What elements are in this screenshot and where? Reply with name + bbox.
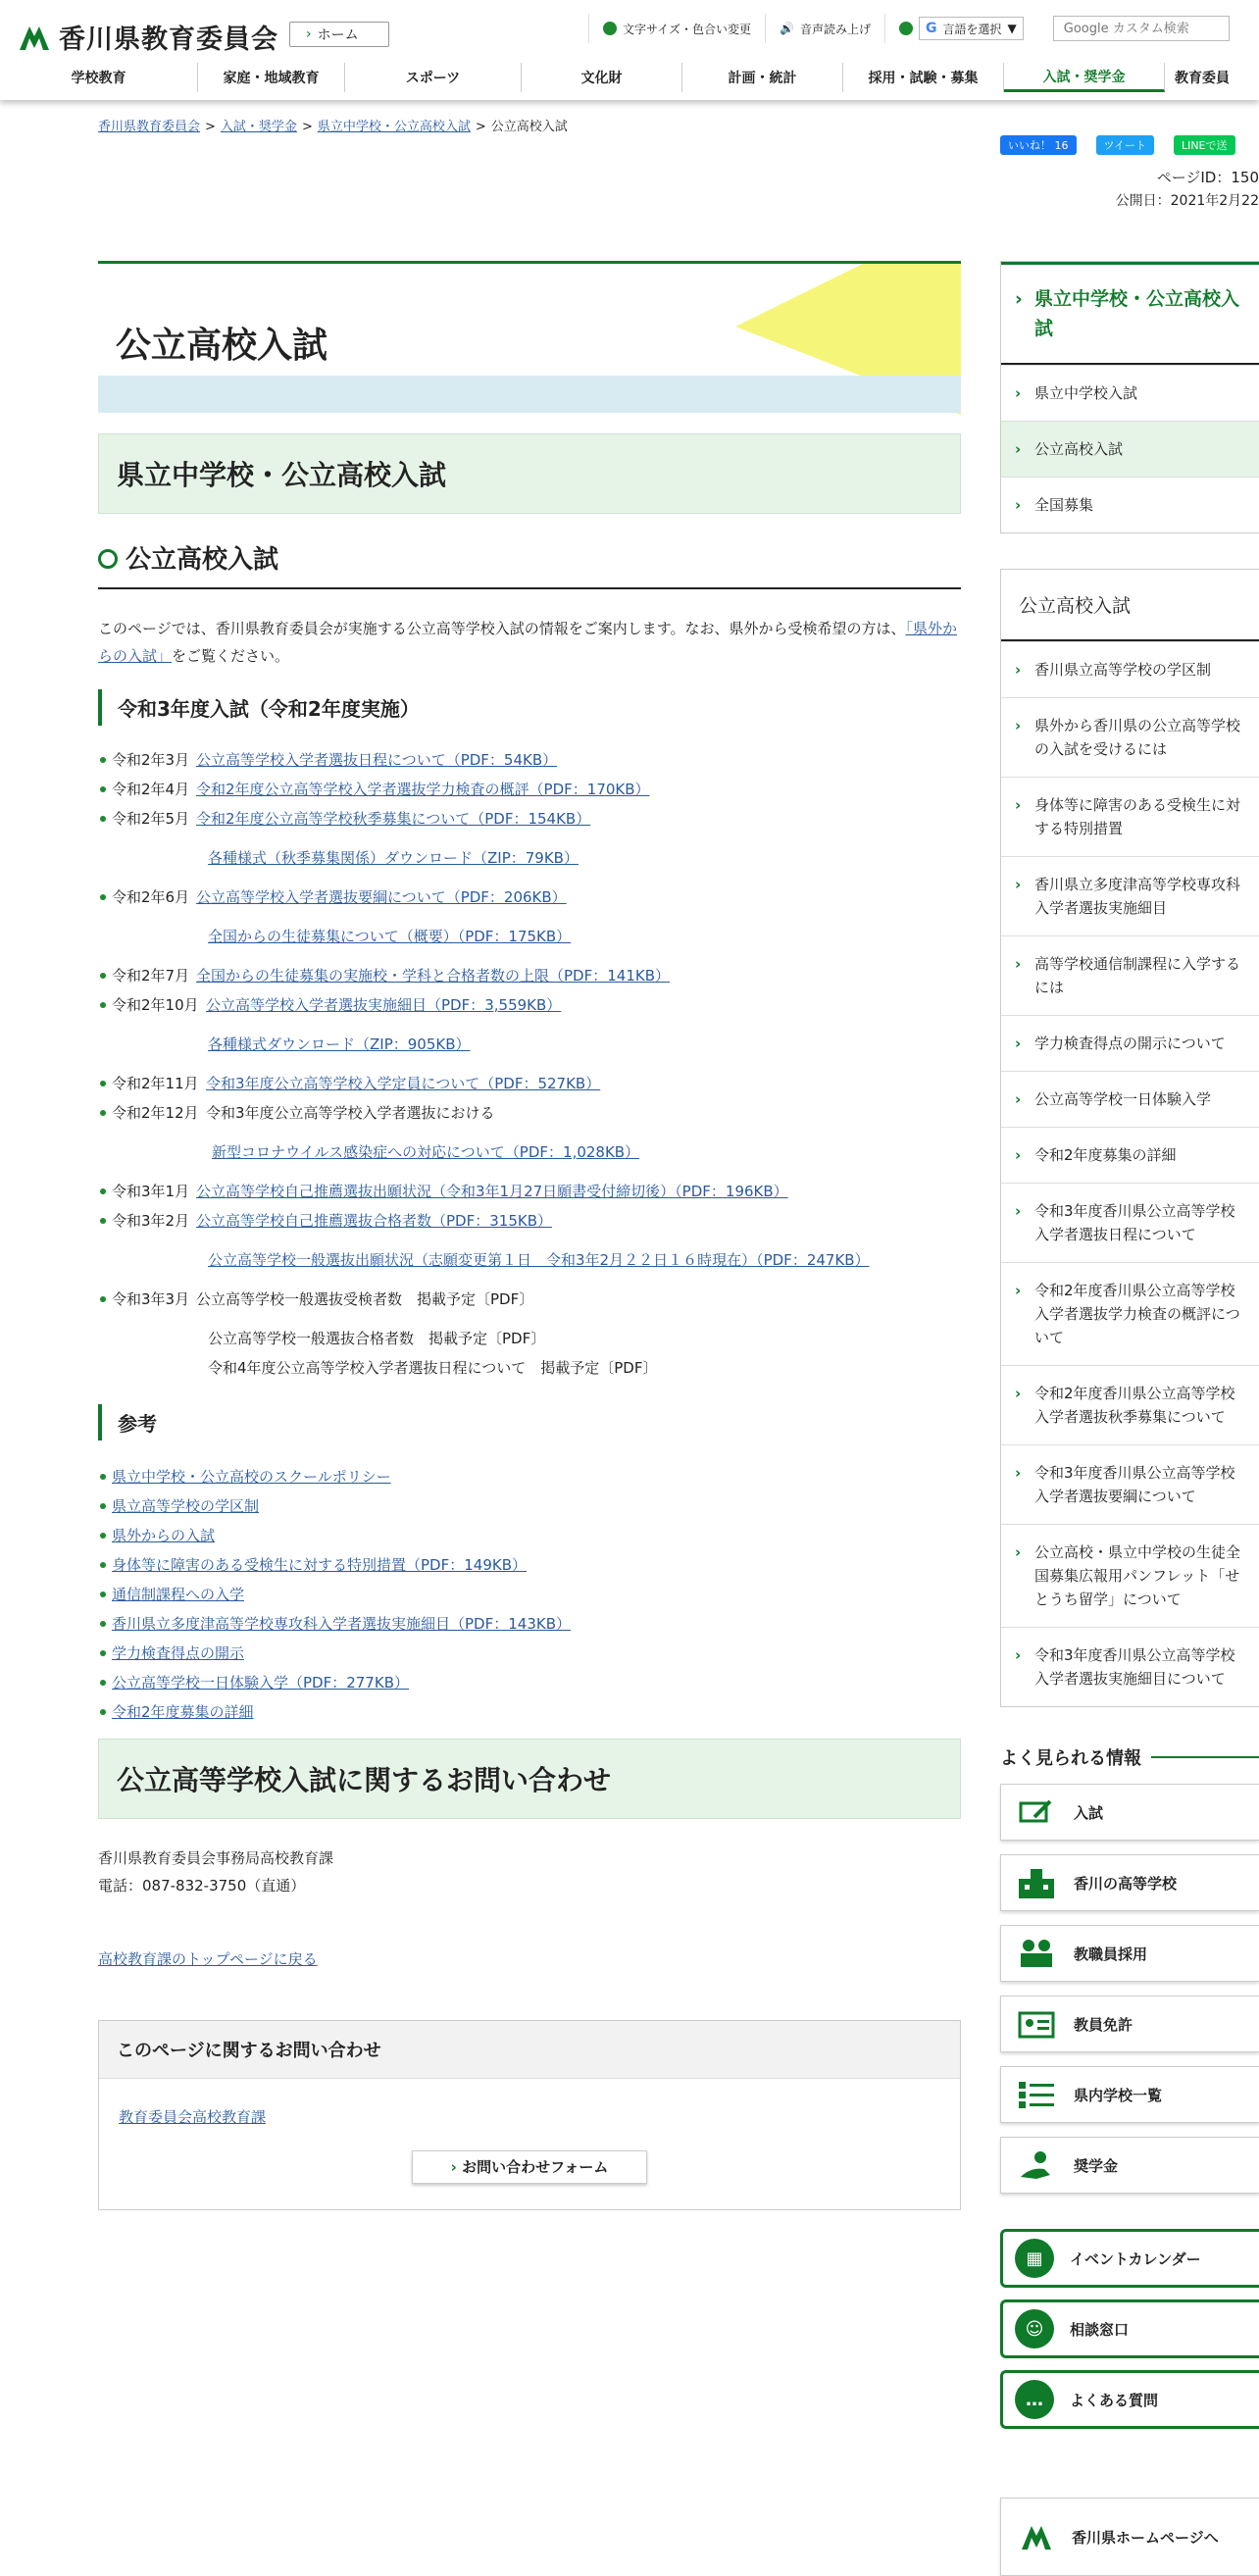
breadcrumb: 香川県教育委員会 > 入試・奨学金 > 県立中学校・公立高校入試 > 公立高校入試 <box>98 120 568 134</box>
list-item <box>98 775 961 804</box>
list-item <box>98 1098 961 1128</box>
schedule-link[interactable]: 公立高等学校入学者選抜実施細目（PDF：3,559KB） <box>206 996 562 1014</box>
popular-schools-button[interactable] <box>1000 1854 1259 1911</box>
list-item <box>98 745 961 775</box>
list-icon <box>1017 2079 1056 2110</box>
section-nav <box>1000 261 1259 533</box>
list-item <box>98 1030 961 1059</box>
popular-license-button[interactable] <box>1000 1995 1259 2052</box>
related-nav <box>1000 569 1259 1707</box>
site-logo[interactable] <box>18 18 278 56</box>
gear-icon <box>603 22 617 35</box>
schedule-date: 令和3年1月 <box>98 1177 196 1206</box>
sidebar-item[interactable]: › 県外から香川県の公立高等学校の入試を受けるには <box>1001 697 1259 777</box>
schedule-link[interactable]: 各種様式ダウンロード（ZIP：905KB） <box>208 1035 471 1053</box>
list-item <box>98 1245 961 1275</box>
list-item <box>98 1069 961 1098</box>
popular-label: 香川の高等学校 <box>1074 1874 1178 1893</box>
intro-text-part: をご覧ください。 <box>172 647 290 665</box>
language-select[interactable] <box>919 17 1024 40</box>
sidebar-item[interactable]: › 令和3年度香川県公立高等学校入学者選抜実施細目について <box>1001 1627 1259 1706</box>
nav-item-cultural-property[interactable]: 文化財 <box>522 63 682 92</box>
reference-heading: 参考 <box>98 1404 961 1440</box>
google-icon: G <box>926 21 937 36</box>
dropdown-arrow-icon: ▼ <box>1007 22 1017 35</box>
schedule-date: 令和2年5月 <box>98 804 196 833</box>
schedule-link[interactable]: 各種様式（秋季募集関係）ダウンロード（ZIP：79KB） <box>208 849 579 867</box>
reference-link[interactable]: 県立高等学校の学区制 <box>112 1497 260 1515</box>
sidebar-item[interactable]: › 令和3年度香川県公立高等学校入学者選抜日程について <box>1001 1183 1259 1262</box>
schedule-date: 令和2年12月 <box>98 1098 206 1128</box>
license-icon <box>1017 2008 1056 2040</box>
schedule-link[interactable]: 公立高等学校自己推薦選抜合格者数（PDF：315KB） <box>196 1212 552 1230</box>
schedule-heading: 令和3年度入試（令和2年度実施） <box>98 689 961 726</box>
sidebar-item[interactable]: › 公立高校・県立中学校の生徒全国募集広報用パンフレット「せとうち留学」について <box>1001 1524 1259 1627</box>
schedule-link[interactable]: 新型コロナウイルス感染症への対応について（PDF：1,028KB） <box>212 1143 640 1161</box>
faq-icon: … <box>1015 2380 1054 2419</box>
reference-link[interactable]: 公立高等学校一日体験入学（PDF：277KB） <box>112 1674 409 1692</box>
schedule-link[interactable]: 公立高等学校入学者選抜日程について（PDF：54KB） <box>196 751 558 769</box>
list-item <box>98 804 961 833</box>
school-icon <box>1017 1867 1056 1898</box>
chevron-right-icon: › <box>450 2158 463 2176</box>
contact-info <box>98 1844 961 1899</box>
nav-item-plans-stats[interactable]: 計画・統計 <box>682 63 843 92</box>
out-of-prefecture-link[interactable]: 「県外からの入試」 <box>98 620 958 665</box>
list-item <box>98 1353 961 1383</box>
intro-text <box>98 615 961 670</box>
chevron-right-icon: › <box>306 26 312 42</box>
list-item <box>98 1697 961 1727</box>
inquiry-body <box>99 2079 960 2209</box>
schedule-text: 令和4年度公立高等学校入学者選抜日程について 掲載予定〔PDF〕 <box>208 1359 658 1377</box>
reference-link[interactable]: 県立中学校・公立高校のスクールポリシー <box>112 1468 391 1486</box>
staff-icon <box>1017 1938 1056 1969</box>
sidebar-item[interactable]: › 学力検査得点の開示について <box>1001 1015 1259 1071</box>
reference-link[interactable]: 学力検査得点の開示 <box>112 1644 245 1662</box>
back-link-wrap <box>98 1948 961 1969</box>
exam-icon <box>1017 1796 1056 1828</box>
popular-exam-button[interactable] <box>1000 1784 1259 1841</box>
popular-label: 奨学金 <box>1074 2156 1119 2175</box>
scholarship-icon <box>1017 2149 1056 2181</box>
sidebar-item[interactable]: › 令和2年度募集の詳細 <box>1001 1127 1259 1183</box>
search-input[interactable] <box>1053 16 1230 41</box>
breadcrumb-link[interactable]: 入試・奨学金 <box>220 120 297 134</box>
nav-item-family-community[interactable]: 家庭・地域教育 <box>198 63 345 92</box>
sidebar-item[interactable]: › 令和3年度香川県公立高等学校入学者選抜要綱について <box>1001 1444 1259 1524</box>
nav-item-sports[interactable]: スポーツ <box>345 63 522 92</box>
big-button-label: 相談窓口 <box>1070 2320 1130 2339</box>
consult-icon: ☺ <box>1015 2309 1054 2349</box>
text-size-label: 文字サイズ・色合い変更 <box>623 22 752 36</box>
list-item <box>98 1285 961 1314</box>
schedule-link[interactable]: 令和2年度公立高等学校入学者選抜学力検査の概評（PDF：170KB） <box>196 781 650 798</box>
reference-list <box>98 1462 961 1727</box>
faq-button[interactable] <box>1000 2370 1259 2429</box>
list-item <box>98 1177 961 1206</box>
kagawa-logo-icon <box>1019 2522 1054 2551</box>
sidebar-section-title[interactable]: › 県立中学校・公立高校入試 <box>1001 262 1259 365</box>
sidebar-item[interactable]: › 県立中学校入試 <box>1001 365 1259 421</box>
event-calendar-button[interactable] <box>1000 2229 1259 2288</box>
schedule-date: 令和2年11月 <box>98 1069 206 1098</box>
sidebar-item[interactable]: › 香川県立多度津高等学校専攻科入学者選抜実施細目 <box>1001 856 1259 935</box>
main-content <box>98 261 961 2210</box>
speaker-icon: 🔊 <box>780 22 794 35</box>
schedule-text: 公立高等学校一般選抜受検者数 掲載予定〔PDF〕 <box>196 1290 534 1308</box>
intro-text-part: このページでは、香川県教育委員会が実施する公立高等学校入試の情報をご案内します。なお、県外から受検希望の方は、 <box>98 620 906 637</box>
reference-link[interactable]: 県外からの入試 <box>112 1527 216 1544</box>
schedule-date: 令和2年10月 <box>98 990 206 1020</box>
schedule-link[interactable]: 公立高等学校入学者選抜要綱について（PDF：206KB） <box>196 888 567 906</box>
utility-bar <box>588 14 1230 43</box>
kagawa-logo-icon <box>18 23 51 52</box>
facebook-like-button[interactable]: いいね！ 16 <box>1000 135 1077 155</box>
big-button-label: よくある質問 <box>1070 2391 1159 2409</box>
prefecture-home-button[interactable] <box>1000 2498 1259 2576</box>
list-item <box>98 1491 961 1521</box>
home-button[interactable] <box>289 22 389 47</box>
schedule-list <box>98 745 961 1383</box>
published-date: 公開日：2021年2月22 <box>1115 193 1259 209</box>
inquiry-department-link[interactable]: 教育委員会高校教育課 <box>119 2108 267 2126</box>
sidebar-item[interactable]: › 公立高等学校一日体験入学 <box>1001 1071 1259 1127</box>
title-band <box>98 376 961 413</box>
text-size-button[interactable] <box>588 14 765 43</box>
contact-tel: 電話：087-832-3750（直通） <box>98 1877 306 1894</box>
tweet-button[interactable]: ツイート <box>1096 135 1154 155</box>
global-nav <box>0 63 1259 92</box>
schedule-date: 令和3年2月 <box>98 1206 196 1236</box>
schedule-date: 令和2年6月 <box>98 883 196 912</box>
list-item <box>98 1668 961 1697</box>
sidebar-item[interactable]: › 身体等に障害のある受検生に対する特別措置 <box>1001 777 1259 856</box>
page-title: 公立高校入試 <box>116 326 328 366</box>
reference-link[interactable]: 香川県立多度津高等学校専攻科入学者選抜実施細目（PDF：143KB） <box>112 1615 571 1633</box>
list-item <box>98 1580 961 1609</box>
list-item <box>98 961 961 990</box>
popular-label: 教員免許 <box>1074 2015 1133 2034</box>
prefecture-home-label: 香川県ホームページへ <box>1072 2528 1219 2547</box>
list-item <box>98 1639 961 1668</box>
list-item <box>98 1609 961 1639</box>
list-item <box>98 1206 961 1236</box>
logo-text: 香川県教育委員会 <box>59 25 278 55</box>
schedule-link[interactable]: 公立高等学校自己推薦選抜出願状況（令和3年1月27日願書受付締切後）（PDF：196KB） <box>196 1183 788 1200</box>
popular-label: 県内学校一覧 <box>1074 2086 1163 2104</box>
read-aloud-label: 音声読み上げ <box>800 22 872 36</box>
subsection-heading: 公立高校入試 <box>98 539 961 589</box>
breadcrumb-link[interactable]: 県立中学校・公立高校入試 <box>317 120 471 134</box>
schedule-link[interactable]: 令和3年度公立高等学校入学定員について（PDF：527KB） <box>206 1075 601 1092</box>
contact-form-label: お問い合わせフォーム <box>462 2158 609 2176</box>
schedule-text: 令和3年度公立高等学校入学者選抜における <box>206 1104 495 1122</box>
schedule-date: 令和2年4月 <box>98 775 196 804</box>
reference-link[interactable]: 令和2年度募集の詳細 <box>112 1703 254 1721</box>
reference-link[interactable]: 身体等に障害のある受検生に対する特別措置（PDF：149KB） <box>112 1556 527 1574</box>
schedule-link[interactable]: 公立高等学校一般選抜出願状況（志願変更第１日 令和3年2月２２日１６時現在）（PDF：247KB） <box>208 1251 870 1269</box>
contact-org: 香川県教育委員会事務局高校教育課 <box>98 1849 334 1867</box>
back-to-top-link[interactable]: 高校教育課のトップページに戻る <box>98 1950 318 1968</box>
section-heading: 県立中学校・公立高校入試 <box>98 433 961 514</box>
nav-item-school-education[interactable]: 学校教育 <box>0 63 198 92</box>
reference-link[interactable]: 通信制課程への入学 <box>112 1586 245 1603</box>
inquiry-box <box>98 2020 961 2210</box>
list-item <box>98 922 961 951</box>
consult-button[interactable] <box>1000 2299 1259 2358</box>
sidebar-item[interactable]: › 香川県立高等学校の学区制 <box>1001 641 1259 697</box>
related-title: 公立高校入試 <box>1001 570 1259 641</box>
popular-staff-button[interactable] <box>1000 1925 1259 1982</box>
schedule-date: 令和2年3月 <box>98 745 196 775</box>
home-button-label: ホーム <box>317 27 359 43</box>
sidebar-item-active[interactable]: › 公立高校入試 <box>1001 421 1259 477</box>
list-item <box>98 1324 961 1353</box>
schedule-text: 公立高等学校一般選抜合格者数 掲載予定〔PDF〕 <box>208 1330 546 1347</box>
popular-label: 教職員採用 <box>1074 1945 1148 1963</box>
big-button-label: イベントカレンダー <box>1070 2249 1201 2268</box>
share-buttons <box>1000 135 1235 155</box>
schedule-date: 令和3年3月 <box>98 1285 196 1314</box>
sidebar-item[interactable]: › 全国募集 <box>1001 477 1259 532</box>
list-item <box>98 990 961 1020</box>
breadcrumb-link[interactable]: 香川県教育委員会 <box>98 120 201 134</box>
nav-item-recruit-exam[interactable]: 採用・試験・募集 <box>843 63 1004 92</box>
popular-school-list-button[interactable] <box>1000 2066 1259 2123</box>
list-item <box>98 1137 961 1167</box>
nav-item-admission-scholarship[interactable]: 入試・奨学金 <box>1004 63 1165 92</box>
language-selector <box>884 14 1037 43</box>
popular-label: 入試 <box>1074 1803 1104 1822</box>
contact-form-button[interactable] <box>412 2150 647 2184</box>
breadcrumb-current: 公立高校入試 <box>490 120 568 134</box>
schedule-date: 令和2年7月 <box>98 961 196 990</box>
sidebar-item[interactable]: › 令和2年度香川県公立高等学校入学者選抜秋季募集について <box>1001 1365 1259 1444</box>
sidebar <box>1000 261 1259 2576</box>
list-item <box>98 883 961 912</box>
page-id: ページID：150 <box>1156 169 1259 186</box>
globe-icon <box>899 22 913 35</box>
contact-heading: 公立高等学校入試に関するお問い合わせ <box>98 1739 961 1819</box>
language-label: 言語を選択 <box>942 22 1002 36</box>
read-aloud-button[interactable] <box>765 14 884 43</box>
schedule-link[interactable]: 全国からの生徒募集の実施校・学科と合格者数の上限（PDF：141KB） <box>196 967 670 985</box>
popular-heading-text: よく見られる情報 <box>1000 1748 1141 1769</box>
site-header <box>0 0 1259 100</box>
list-item <box>98 843 961 873</box>
sidebar-item[interactable]: › 令和2年度香川県公立高等学校入学者選抜学力検査の概評について <box>1001 1262 1259 1365</box>
schedule-link[interactable]: 令和2年度公立高等学校秋季募集について（PDF：154KB） <box>196 810 591 828</box>
list-item <box>98 1521 961 1550</box>
calendar-icon: ▦ <box>1015 2239 1054 2278</box>
inquiry-heading: このページに関するお問い合わせ <box>99 2021 960 2079</box>
popular-scholarship-button[interactable] <box>1000 2137 1259 2194</box>
page-title-box <box>98 261 961 412</box>
list-item <box>98 1462 961 1491</box>
nav-item-board[interactable]: 教育委員 <box>1175 71 1230 86</box>
list-item <box>98 1550 961 1580</box>
popular-heading <box>1000 1744 1259 1770</box>
sidebar-item[interactable]: › 高等学校通信制課程に入学するには <box>1001 935 1259 1015</box>
line-share-button[interactable]: LINEで送 <box>1174 135 1235 155</box>
schedule-link[interactable]: 全国からの生徒募集について（概要）（PDF：175KB） <box>208 928 572 945</box>
heading-rule <box>1151 1756 1259 1758</box>
